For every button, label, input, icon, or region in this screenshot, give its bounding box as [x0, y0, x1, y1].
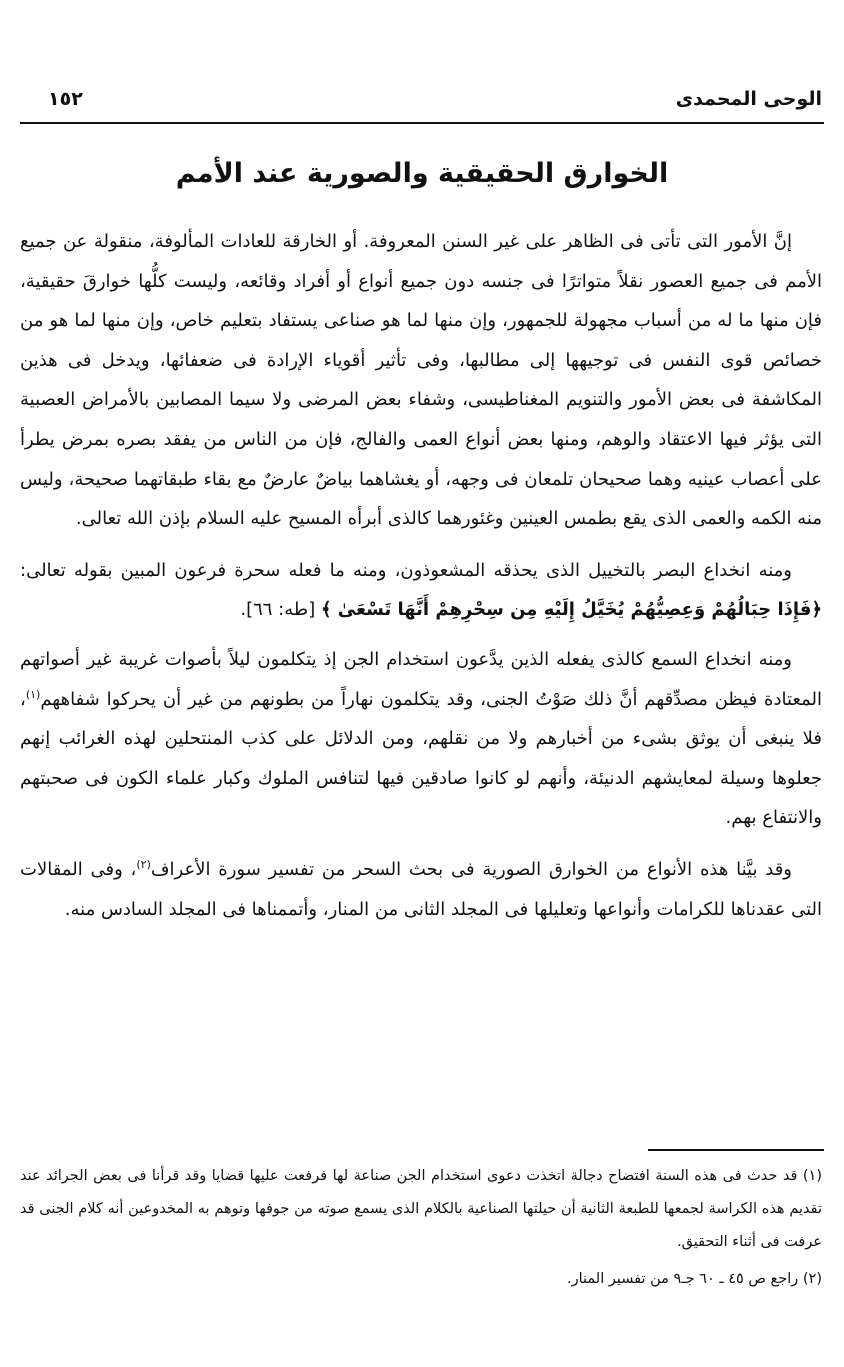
paragraph-2-text: ومنه انخداع البصر بالتخييل الذى يحذقه المشعوذون، ومنه ما فعله سحرة فرعون المبين بقوله تعالى: [20, 559, 792, 581]
footnote-rule [648, 1149, 824, 1151]
paragraph-3-text-a: ومنه انخداع السمع كالذى يفعله الذين يدَّعون استخدام الجن إذ يتكلمون ليلاً بأصوات غريبة غير أصواتهم المعتادة فيظن مصدِّقهم أنَّ ذلك صَوْتُ الجنى، وقد يتكلمون نهاراً من بطونهم من غير أن يحركوا شفاههم [20, 648, 822, 710]
paragraph-2 [20, 551, 822, 630]
body-text [20, 222, 822, 939]
paragraph-4-text-b: ، وفى المقالات التى عقدناها للكرامات وأنواعها وتعليلها فى المجلد الثانى من المنار، وأتممناها فى المجلد السادس منه. [20, 858, 822, 920]
footnote-2: (٢) راجع ص ٤٥ ـ ٦٠ جـ٩ من تفسير المنار. [566, 1271, 822, 1287]
header-rule [20, 122, 824, 124]
page-number: ١٥٢ [48, 88, 83, 110]
footnote-1: (١) قد حدث فى هذه السنة افتضاح دجالة اتخذت دعوى استخدام الجن صناعة لها فرفعت عليها قضايا وقد قرأنا فى بعض الجرائد عند تقديم هذه الكراسة لجمعها للطبعة الثانية أن حيلتها الصناعية بالكلام الذى يسمع صوته من جوفها وتوهم به المخدوعين أنه كلام الجنى قد عرفت فى أثناء التحقيق. [20, 1168, 822, 1250]
paragraph-4-text-a: وقد بيَّنا هذه الأنواع من الخوارق الصورية فى بحث السحر من تفسير سورة الأعراف [150, 858, 793, 880]
book-title: الوحى المحمدى [675, 88, 822, 110]
footnotes [20, 1160, 822, 1300]
quran-verse: ﴿فَإِذَا حِبَالُهُمْ وَعِصِيُّهُمْ يُخَيَّلُ إِلَيْهِ مِن سِحْرِهِمْ أَنَّهَا تَسْعَىٰ ﴾ [320, 599, 822, 621]
paragraph-1: إنَّ الأمور التى تأتى فى الظاهر على غير السنن المعروفة. أو الخارقة للعادات المألوفة، منقولة عن جميع الأمم فى جميع العصور نقلاً متواترًا فى جنسه دون جميع أنواع أو أفراد وقائعه، وليست كلُّها خوارقَ حقيقية، فإن منها ما له من أسباب مجهولة للجمهور، وإن منها لما هو صناعى يستفاد بتعليم خاص، وإن منها لما هو من خصائص قوى النفس فى توجيهها إلى مطالبها، وفى تأثير أقوياء الإرادة فى ضعفائها، ويدخل فى هذين المكاشفة فى بعض الأمور والتنويم المغناطيسى، وشفاء بعض المرضى ولا سيما المصابين بالأمراض العصبية التى يؤثر فيها الاعتقاد والوهم، ومنها بعض أنواع العمى والفالج، فإن من الناس من يفقد بصره بمرض يطرأ على أعصاب عينيه وهما صحيحان تلمعان فى وجهه، أو يغشاهما بياضٌ عارضٌ مع بقاء طبقاتهما صحيحة، وليس منه الكمه والعمى الذى يقع بطمس العينين وغئورهما كالذى أبرأه المسيح عليه السلام بإذن الله تعالى. [20, 231, 822, 530]
paragraph-3 [20, 640, 822, 838]
footnote-marker-2: (٢) [136, 857, 151, 871]
paragraph-3-text-b: ، فلا ينبغى أن يوثق بشىء من أخبارهم ولا من نقلهم، ومن الدلائل على كذب المنتحلين لهذه الغرائب إنهم جعلوها وسيلة لمعايشهم الدنيئة، وأنهم لو كانوا صادقين فيها لتنافس الملوك وكبار علماء الكون فى صحبتهم والانتفاع بهم. [20, 688, 822, 829]
footnote-marker-1: (١) [25, 687, 41, 701]
verse-reference: [طه: ٦٦]. [240, 599, 316, 621]
paragraph-4 [20, 850, 822, 929]
chapter-title: الخوارق الحقيقية والصورية عند الأمم [175, 158, 669, 189]
running-header [22, 78, 822, 114]
